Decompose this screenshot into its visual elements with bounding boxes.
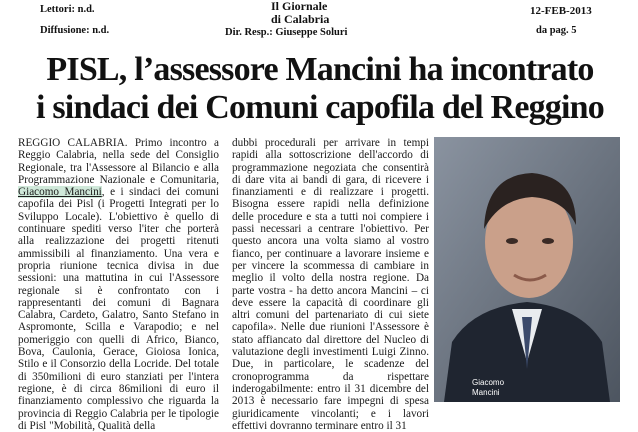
article-headline (10, 51, 630, 127)
article-column-1 (18, 137, 219, 432)
headline-line-1: PISL, l’assessore Mancini ha incontrato (46, 51, 594, 88)
photo-caption-line-1: Giacomo (472, 378, 505, 387)
page-reference: da pag. 5 (536, 25, 577, 36)
article-column-2: dubbi procedurali per arrivare in tempi rapidi alla sottoscrizione dell'accordo di programmazione negoziata che consentirà di dare vita ai bandi di gara, di ricevere i finanziamenti e di realizzare i progetti. Bisogna essere rapidi nella definizione delle procedure e sta a tutti noi compiere i passi necessari a centrare l'obiettivo. Per questo ancora una volta siamo al vostro fianco, per continuare a lavorare insieme e per vincere la scommessa di cambiare in meglio il volto della nostra regione. Da parte vostra - ha detto ancora Mancini – ci deve essere la capacità di coordinare gli altri comuni del partenariato di cui siete capofila». Nelle due riunioni l'Assessore è stato affiancato dal direttore del Nucleo di valutazione degli investimenti Luigi Zinno. Due, in particolare, le scadenze del cronoprogramma da rispettare inderogabilmente: entro il 31 dicembre del 2013 è necessario fare impegni di spesa giuridicamente vincolanti; e i lavori effettivi dovranno terminare entro il 31 (232, 137, 429, 432)
publication-date: 12-FEB-2013 (530, 5, 592, 17)
column-1-text-start: REGGIO CALABRIA. Primo incontro a Reggio Calabria, nella sede del Consiglio Regionale, tra l'Assessore al Bilancio e alla Programmazione Nazionale e Comunitaria, (18, 137, 219, 186)
portrait-photo (434, 137, 620, 402)
portrait-illustration (434, 137, 620, 402)
highlighted-name-link[interactable]: Giacomo Mancini (18, 186, 102, 199)
headline-line-2: i sindaci dei Comuni capofila del Reggino (36, 89, 604, 126)
photo-caption-line-2: Mancini (472, 388, 500, 397)
newspaper-name-line2: di Calabria (271, 12, 330, 26)
newspaper-name-line1: Il Giornale (271, 0, 328, 13)
readers-label: Lettori: n.d. (40, 4, 95, 15)
column-1-text-rest: , e i sindaci dei comuni capofila dei Pisl (i Progetti Integrati per lo Sviluppo Locale). L'obiettivo è quello di continuare spediti verso l'iter che porterà alla realizzazione dei progetti ritenuti ammissibili al finanziamento. Una vera e propria riunione tecnica divisa in due sessioni: una mattutina in cui l'Assessore regionale si è confrontato con i rappresentanti dei comuni di Bagnara Calabra, Cardeto, Galatro, Santo Stefano in Aspromonte, Scilla e Varapodio; e nel pomeriggio con quelli di Africo, Bianco, Bova, Caulonia, Gerace, Gioiosa Ionica, Stilo e il Consorzio della Locride. Del totale di 350milioni di euro stanziati per l'intera regione, è di circa 86milioni di euro il finanziamento complessivo che riguarda la provincia di Reggio Calabria per le tipologie di Pisl "Mobilità, Qualità della (18, 186, 219, 432)
circulation-label: Diffusione: n.d. (40, 25, 110, 36)
director-label: Dir. Resp.: Giuseppe Soluri (225, 27, 348, 38)
